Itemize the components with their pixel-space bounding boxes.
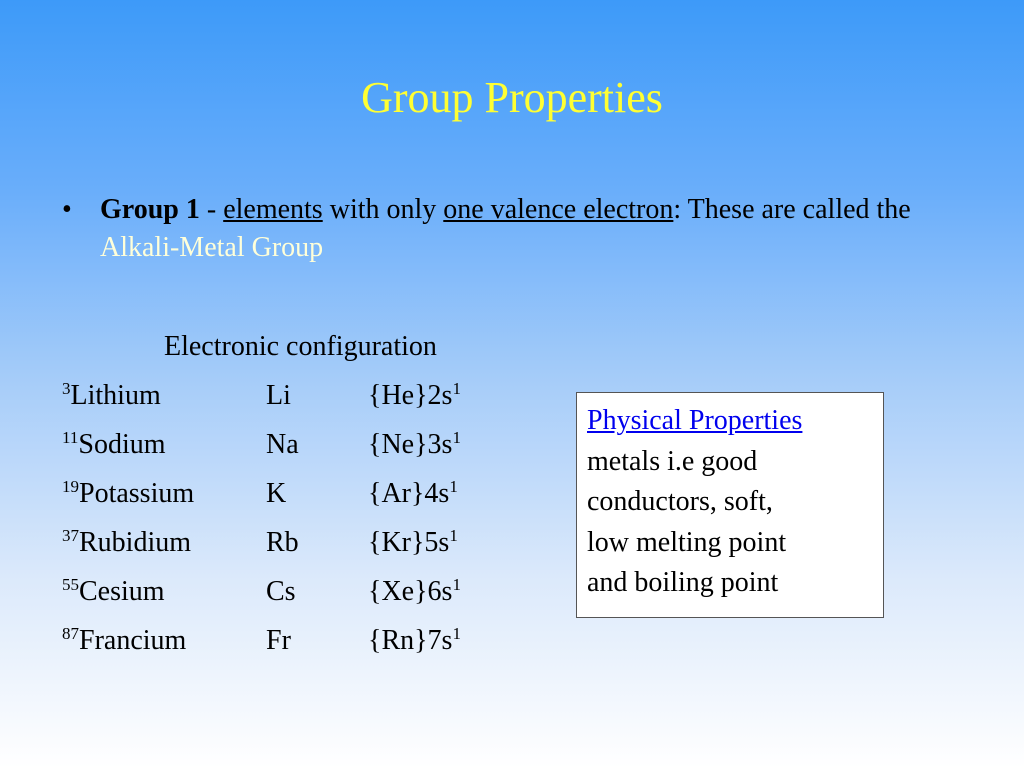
element-symbol: Na <box>266 429 299 460</box>
configuration-exponent: 1 <box>452 379 461 398</box>
atomic-number: 19 <box>62 477 79 496</box>
electron-configuration <box>368 425 518 474</box>
element-name-text: Sodium <box>78 429 166 460</box>
elements-table <box>62 327 518 670</box>
rest-text: : These are called the <box>673 194 911 225</box>
atomic-number: 55 <box>62 575 79 594</box>
element-name <box>62 425 266 474</box>
slide-title: Group Properties <box>361 73 663 122</box>
configuration-text: {Rn}7s <box>368 625 453 656</box>
electron-configuration <box>368 572 518 621</box>
element-name-text: Lithium <box>70 380 161 411</box>
box-line: metals i.e good <box>587 445 758 477</box>
electron-configuration <box>368 376 518 425</box>
element-row <box>62 621 518 670</box>
bullet-text <box>100 191 962 267</box>
element-name <box>62 523 266 572</box>
element-symbol: Rb <box>266 527 299 558</box>
element-row <box>62 425 518 474</box>
element-name <box>62 572 266 621</box>
alkali-metal-group: Alkali-Metal Group <box>100 232 324 263</box>
configuration-exponent: 1 <box>449 477 458 496</box>
atomic-number: 11 <box>62 428 79 447</box>
electron-configuration <box>368 474 518 523</box>
configuration-text: {Kr}5s <box>368 527 450 558</box>
element-symbol: Li <box>266 380 291 411</box>
element-symbol: K <box>266 478 287 509</box>
config-header: Electronic configuration <box>164 331 437 362</box>
physical-properties-link[interactable]: Physical Properties <box>587 405 803 436</box>
element-row <box>62 376 518 425</box>
element-name <box>62 474 266 523</box>
configuration-text: {Xe}6s <box>368 576 453 607</box>
configuration-exponent: 1 <box>452 624 461 643</box>
configuration-exponent: 1 <box>452 575 461 594</box>
dash: - <box>199 194 224 225</box>
element-row <box>62 572 518 621</box>
atomic-number: 37 <box>62 526 79 545</box>
bullet-dot-icon: • <box>62 194 72 225</box>
bullet-group-1 <box>62 191 962 267</box>
element-row <box>62 523 518 572</box>
valence-link: one valence electron <box>443 194 674 225</box>
physical-properties-box <box>576 392 884 618</box>
configuration-exponent: 1 <box>449 526 458 545</box>
element-symbol: Fr <box>266 625 291 656</box>
box-line: conductors, soft, <box>587 486 773 517</box>
configuration-text: {He}2s <box>368 380 453 411</box>
element-row <box>62 474 518 523</box>
element-name <box>62 621 266 670</box>
box-line: and boiling point <box>587 567 779 598</box>
element-name-text: Francium <box>79 625 187 656</box>
group-label: Group 1 <box>100 194 200 225</box>
elements-link: elements <box>223 194 323 225</box>
element-name <box>62 376 266 425</box>
electron-configuration <box>368 621 518 670</box>
configuration-text: {Ar}4s <box>368 478 450 509</box>
box-line: low melting point <box>587 526 787 558</box>
atomic-number: 87 <box>62 624 79 643</box>
configuration-exponent: 1 <box>452 428 461 447</box>
atomic-number: 3 <box>62 379 71 398</box>
mid-text: with only <box>322 194 444 225</box>
element-name-text: Cesium <box>79 576 165 607</box>
configuration-text: {Ne}3s <box>368 429 453 460</box>
element-name-text: Rubidium <box>79 527 192 558</box>
electron-configuration <box>368 523 518 572</box>
element-name-text: Potassium <box>79 478 195 509</box>
element-symbol: Cs <box>266 576 296 607</box>
element-rows <box>62 376 518 670</box>
